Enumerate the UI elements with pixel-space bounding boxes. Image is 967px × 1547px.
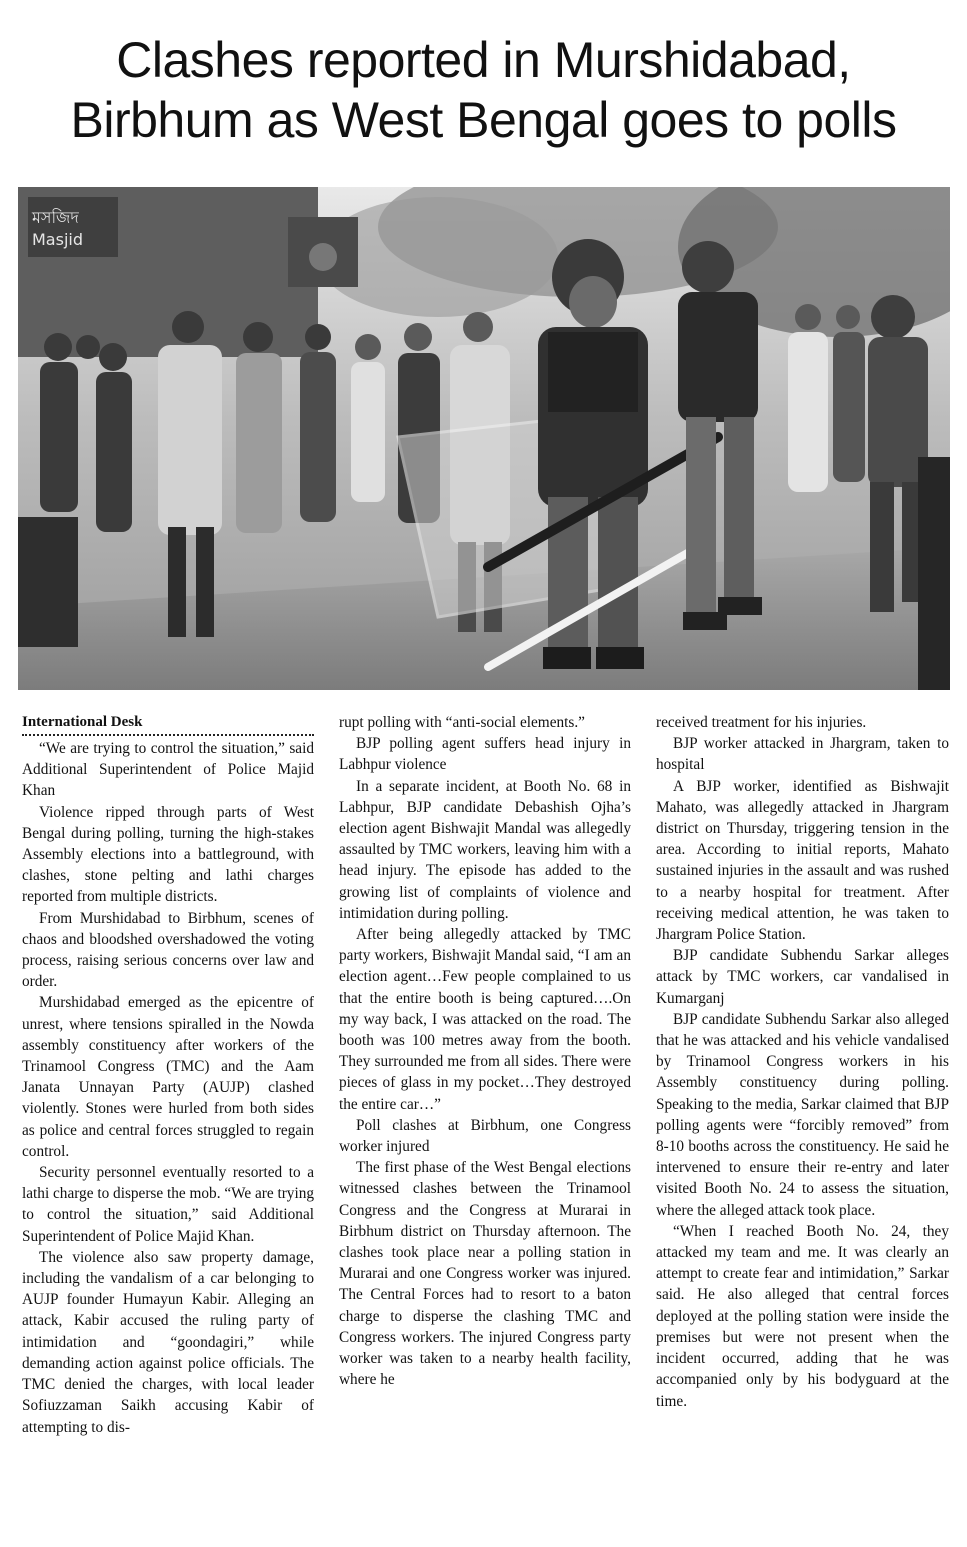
- sign-english: Masjid: [32, 230, 83, 249]
- paragraph: rupt polling with “anti-social elements.”: [339, 714, 585, 731]
- subheading: BJP polling agent suffers head injury in Labhpur violence: [339, 735, 631, 774]
- paragraph: received treatment for his injuries.: [656, 714, 867, 731]
- article-column-2: [339, 712, 631, 1391]
- paragraph: BJP candidate Subhendu Sarkar also alleged that he was attacked and his vehicle vandalised by Trinamool Congress workers in his Assembly constituency during polling. Speaking to the media, Sarkar claimed that BJP polling agents were “forcibly removed” from 8-10 booths across the constituency. He said he intervened to ensure their re-entry and later visited Booth No. 24 to assess the situation, where the alleged attack took place.: [656, 1010, 949, 1219]
- paragraph: From Murshidabad to Birbhum, scenes of chaos and bloodshed overshadowed the voting process, raising serious concerns over law and order.: [22, 909, 314, 991]
- subheading: BJP worker attacked in Jhargram, taken to hospital: [656, 735, 949, 774]
- paragraph: The violence also saw property damage, including the vandalism of a car belonging to AUJP founder Humayun Kabir. Alleging an attack, Kabir accused the ruling party of intimidation and “goondagiri,” while demanding action against police officials. The TMC denied the charges, with local leader Sofiuzzaman Saikh accusing Kabir of attempting to dis-: [22, 1248, 314, 1436]
- headline-line-2: Birbhum as West Bengal goes to polls: [70, 92, 897, 148]
- paragraph: A BJP worker, identified as Bishwajit Mahato, was allegedly attacked in Jhargram district on Thursday, triggering tension in the area. According to initial reports, Mahato sustained injuries in the assault and was rushed to a nearby hospital for treatment. After receiving medical attention, he was taken to Jhargram Police Station.: [656, 777, 949, 944]
- sign-bengali: মসজিদ: [32, 208, 79, 227]
- byline: International Desk: [22, 712, 314, 736]
- paragraph: Violence ripped through parts of West Bengal during polling, turning the high-stakes Assembly elections into a battleground, with clashes, stone pelting and lathi charges reported from multiple districts.: [22, 803, 314, 906]
- headline: [0, 30, 967, 150]
- paragraph: “When I reached Booth No. 24, they attacked my team and me. It was clearly an attempt to create fear and intimidation,” Sarkar said. He also alleged that central forces deployed at the polling station were inside the premises but were not present when the incident occurred, adding that he was accompanied only by his bodyguard at the time.: [656, 1222, 949, 1410]
- article-column-1: [22, 712, 314, 1438]
- paragraph: Security personnel eventually resorted to a lathi charge to disperse the mob. “We are trying to control the situation,” said Additional Superintendent of Police Majid Khan.: [22, 1164, 314, 1245]
- photo-illustration: [18, 187, 950, 690]
- subheading: Poll clashes at Birbhum, one Congress worker injured: [339, 1116, 631, 1156]
- paragraph: “We are trying to control the situation,” said Additional Superintendent of Police Majid Khan: [22, 740, 314, 800]
- paragraph: After being allegedly attacked by TMC party workers, Bishwajit Mandal said, “I am an election agent…Few people complained to us that the entire booth is being captured….On my way back, I was attacked on the road. The booth was 100 metres away from the booth. They surrounded me from all sides. There were pieces of glass in my pocket…They destroyed the entire car…”: [339, 926, 631, 1113]
- subheading: BJP candidate Subhendu Sarkar alleges attack by TMC workers, car vandalised in Kumarganj: [656, 947, 949, 1007]
- news-photo: [18, 187, 950, 690]
- article-column-3: [656, 712, 949, 1412]
- headline-line-1: Clashes reported in Murshidabad,: [116, 32, 851, 88]
- paragraph: The first phase of the West Bengal elections witnessed clashes between the Trinamool Congress and the Congress at Murarai in Birbhum district on Thursday afternoon. The clashes took place near a polling station in Murarai and one Congress worker was injured. The Central Forces had to resort to a baton charge to disperse the clashing TMC and Congress workers. The injured Congress party worker was taken to a nearby health facility, where he: [339, 1159, 631, 1389]
- paragraph: In a separate incident, at Booth No. 68 in Labhpur, BJP candidate Debashish Ojha’s election agent Bishwajit Mandal was allegedly assaulted by TMC workers, leaving him with a head injury. The episode has added to the growing list of complaints of violence and intimidation during polling.: [339, 777, 631, 922]
- paragraph: Murshidabad emerged as the epicentre of unrest, where tensions spiralled in the Nowda assembly constituency after workers of the Trinamool Congress (TMC) and the Aam Janata Unnayan Party (AUJP) clashed violently. Stones were hurled from both sides as police and central forces struggled to regain control.: [22, 994, 314, 1160]
